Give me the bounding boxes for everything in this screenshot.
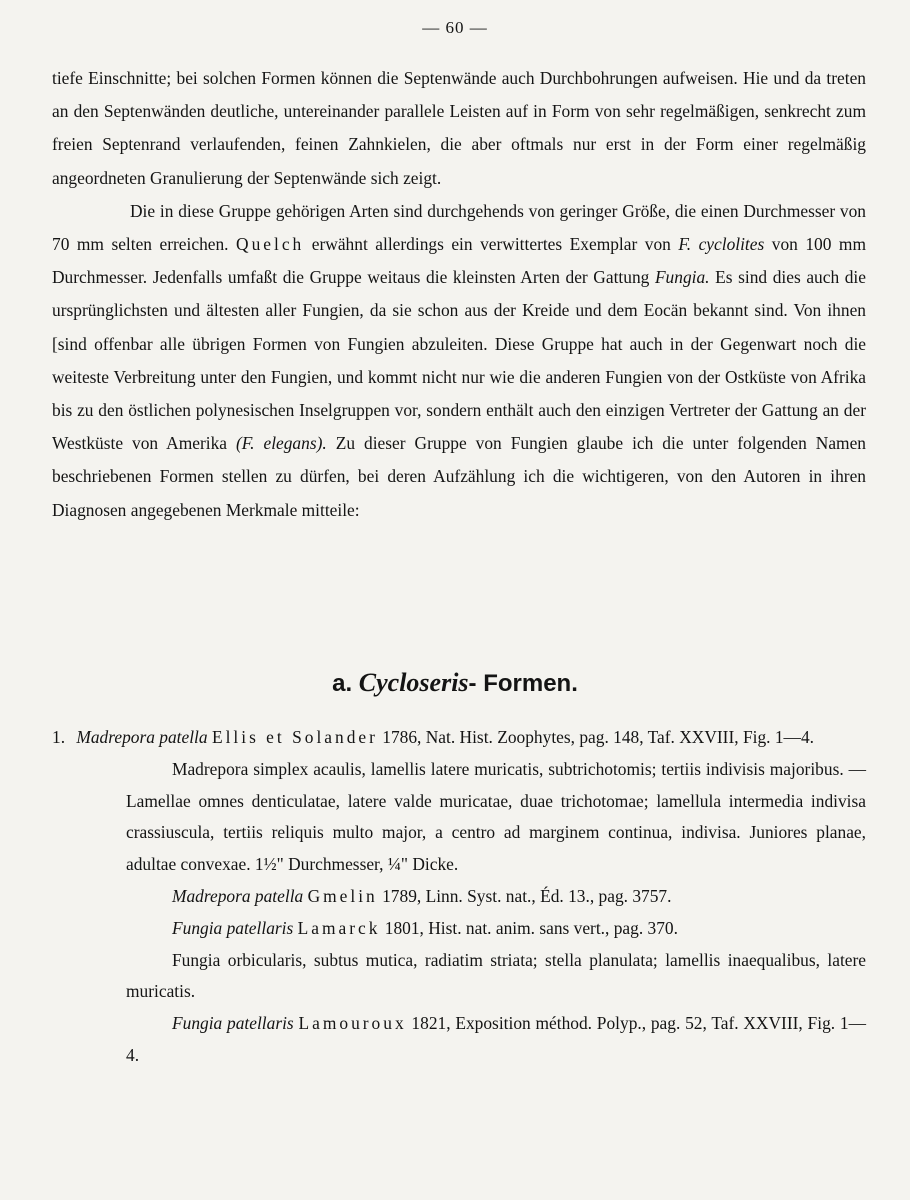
text-run: erwähnt allerdings ein verwittertes Exemplar von <box>304 234 679 255</box>
citation: 1801, Hist. nat. anim. sans vert., pag. 370. <box>380 917 678 938</box>
diagnosis-text: Fungia orbicularis, subtus mutica, radiatim striata; stella planulata; lamellis inaequalibus, latere muricatis. <box>126 949 866 1002</box>
entry-number: 1. <box>52 727 66 747</box>
species-name: Madrepora patella <box>172 885 304 906</box>
text-run: von 100 mm Durchmesser. Jedenfalls umfaßt die Gruppe weitaus die kleinsten Arten der Gattung <box>52 234 866 288</box>
synonym <box>52 881 866 913</box>
citation: 1786, Nat. Hist. Zoophytes, pag. 148, Taf. XXVIII, Fig. 1—4. <box>377 727 814 747</box>
synonym-line <box>126 881 866 913</box>
heading-prefix: a. <box>332 670 359 697</box>
diagnosis <box>52 754 866 881</box>
species-name: Fungia patellaris <box>172 917 294 938</box>
author-name: Lamarck <box>297 917 381 938</box>
page-number: — 60 — <box>422 18 488 37</box>
section-heading <box>0 668 910 698</box>
author-name: Quelch <box>236 234 305 255</box>
author-name: Lamouroux <box>298 1013 407 1034</box>
species-name: Madrepora patella <box>76 727 208 747</box>
heading-genus: Cycloseris <box>358 668 469 697</box>
paragraph <box>52 195 866 527</box>
citation: 1821, Exposition méthod. Polyp., pag. 52, Taf. XXVIII, Fig. 1—4. <box>126 1013 866 1065</box>
paragraph: tiefe Einschnitte; bei solchen Formen können die Septenwände auch Durchbohrungen aufweisen. Hie und da treten an den Septenwänden deutliche, untereinander parallele Leisten auf in Form von sehr regelmäßigen, senkrecht zum freien Septenrand verlaufenden, feinen Zahnkielen, die aber oftmals nur erst in der Form einer regelmäßig angeordneten Granulierung der Septenwände sich zeigt. <box>52 68 866 188</box>
synonym-line <box>126 913 866 945</box>
diagnosis-text: Madrepora simplex acaulis, lamellis latere muricatis, subtrichotomis; tertiis indivisis majoribus. — Lamellae omnes denticulatae, latere valde muricatae, duae trichotomae; lamellula intermedia indivisa crassiuscula, tertiis reliquis multo major, a centro ad marginem continua, indivisa. Juniores planae, adultae convexae. 1½" Durchmesser, ¼" Dicke. <box>126 758 866 875</box>
list-item <box>52 722 866 754</box>
species-name: Fungia patellaris <box>172 1013 294 1034</box>
text-run: Die in diese Gruppe gehörigen Arten sind durchgehends von geringer Größe, die einen Durchmesser von 70 mm selten erreichen. <box>52 200 866 255</box>
synonym <box>52 1008 866 1072</box>
reference-list <box>52 722 866 1072</box>
species-name: F. cyclolites <box>678 234 765 255</box>
synonym <box>52 913 866 945</box>
author-name: Gmelin <box>307 885 378 906</box>
genus-name: Fungia. <box>654 267 710 288</box>
diagnosis <box>52 945 866 1009</box>
species-name: (F. elegans). <box>235 433 327 454</box>
body-text <box>52 62 866 527</box>
text-run: Es sind dies auch die ursprünglichsten und ältesten aller Fungien, da sie schon aus der Kreide und dem Eocän bekannt sind. Von ihnen [sind offenbar alle übrigen Formen von Fungien abzuleiten. Diese Gruppe hat auch in der Gegenwart noch die weiteste Verbreitung unter den Fungien, und kommt nicht nur wie die anderen Fungien von der Ostküste von Afrika bis zu den östlichen polynesischen Inselgruppen vor, sondern enthält auch den einzigen Vertreter der Gattung an der Westküste von Amerika <box>52 267 866 454</box>
author-name: Ellis et Solander <box>211 727 378 747</box>
heading-suffix: - Formen. <box>468 670 578 697</box>
synonym-line <box>126 1008 866 1072</box>
text-run: Zu dieser Gruppe von Fungien glaube ich die unter folgenden Namen beschriebenen Formen stellen zu dürfen, bei deren Aufzählung ich die wichtigeren, von den Autoren in ihren Diagnosen angegebenen Merkmale mitteile: <box>52 433 866 520</box>
citation: 1789, Linn. Syst. nat., Éd. 13., pag. 3757. <box>377 885 672 906</box>
